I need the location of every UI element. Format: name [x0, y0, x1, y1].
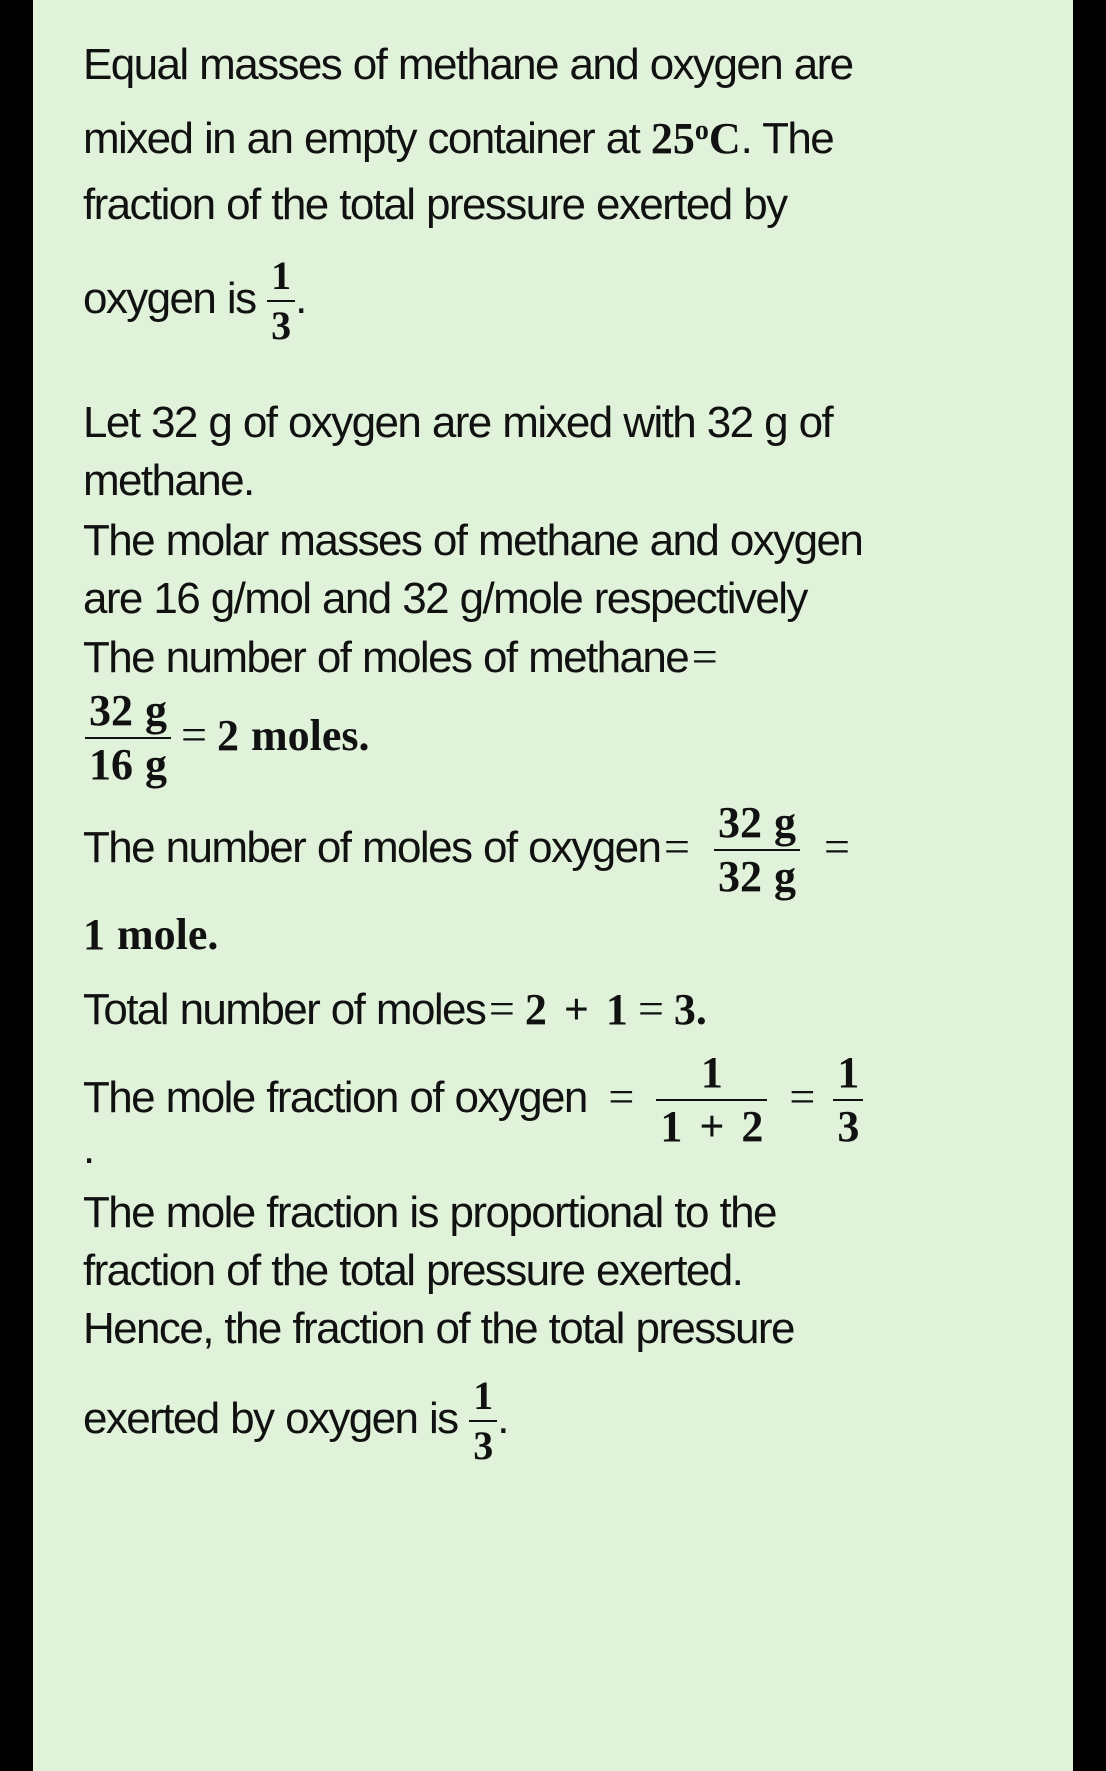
period: .	[497, 1394, 508, 1443]
equals-sign: =	[691, 631, 718, 682]
methane-moles-fraction: $\frac{32 g}{16 g}$	[85, 689, 171, 787]
methane-moles-result: 2 moles.	[216, 711, 370, 760]
equals-sign: =	[488, 983, 515, 1034]
mole-fraction-expression: $\frac{1}{1 + 2}$	[656, 1051, 767, 1149]
solution-line-3	[83, 508, 1053, 574]
equals-sign: =	[789, 1071, 816, 1122]
solution-text-line: The molar masses of methane and oxygen	[83, 516, 863, 565]
oxygen-moles-fraction: $\frac{32 g}{32 g}$	[714, 801, 800, 899]
question-text: oxygen is	[83, 274, 268, 323]
solution-text-line: fraction of the total pressure exerted.	[83, 1246, 743, 1295]
solution-text-line: Let 32 g of oxygen are mixed with 32 g of	[83, 398, 833, 447]
fraction-one-third: $\frac{1}{3}$	[267, 256, 295, 346]
solution-line-2	[83, 448, 1053, 514]
methane-moles-equation	[83, 680, 1053, 790]
conclusion-line-1	[83, 1180, 1053, 1246]
question-text: Equal masses of methane and oxygen are	[83, 40, 853, 89]
solution-line-4	[83, 566, 1053, 632]
total-moles-result: 3.	[673, 985, 707, 1034]
question-text: mixed in an empty container at	[83, 114, 651, 163]
question-line-1	[83, 32, 1053, 98]
conclusion-line-2	[83, 1238, 1053, 1304]
equals-sign: =	[823, 821, 850, 872]
trailing-period	[83, 1124, 1053, 1174]
question-line-2	[83, 98, 1053, 164]
total-moles-expression: 2 + 1	[524, 985, 628, 1034]
solution-text-line: exerted by oxygen is	[83, 1394, 470, 1443]
solution-text-line: Total number of moles	[83, 985, 497, 1034]
conclusion-line-3	[83, 1296, 1053, 1362]
conclusion-line-4	[83, 1373, 1053, 1469]
equals-sign: =	[637, 983, 664, 1034]
solution-text-line: The mole fraction is proportional to the	[83, 1188, 776, 1237]
question-line-4	[83, 253, 1053, 349]
fraction-one-third: $\frac{1}{3}$	[469, 1376, 497, 1466]
mole-fraction-result: $\frac{1}{3}$	[833, 1051, 863, 1149]
solution-text-line: are 16 g/mol and 32 g/mole respectively	[83, 574, 807, 623]
solution-text-line: The number of moles of methane	[83, 633, 700, 682]
oxygen-moles-result-line	[83, 902, 1053, 968]
oxygen-moles-equation	[83, 792, 1053, 902]
content-panel	[33, 0, 1073, 1771]
equals-sign: =	[664, 821, 690, 872]
solution-text	[83, 40, 1053, 1472]
total-moles-line	[83, 976, 1053, 1042]
solution-text-line: methane.	[83, 456, 254, 505]
question-line-3	[83, 172, 1053, 238]
solution-line-1	[83, 390, 1053, 456]
question-text: . The	[740, 114, 834, 163]
question-text: fraction of the total pressure exerted by	[83, 180, 787, 229]
solution-text-line: The number of moles of oxygen	[83, 823, 672, 872]
oxygen-moles-result: 1 mole.	[83, 910, 219, 959]
temperature-value: 25$^o$C	[650, 114, 741, 163]
solution-text-line: Hence, the fraction of the total pressure	[83, 1304, 794, 1353]
solution-text-line: The mole fraction of oxygen	[83, 1073, 599, 1122]
period: .	[295, 274, 306, 323]
equals-sign: =	[181, 709, 207, 760]
period: .	[83, 1124, 94, 1173]
equals-sign: =	[608, 1071, 635, 1122]
